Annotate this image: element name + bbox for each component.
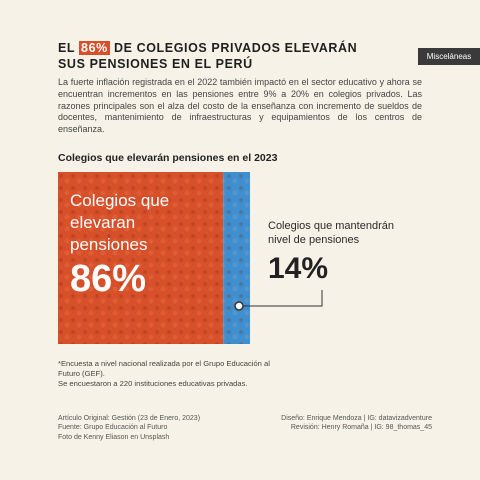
intro-paragraph: La fuerte inflación registrada en el 2022 también impactó en el sector educativo y ahora se encuentran incrementos en las pensiones entre 9% a 20% en colegios privados. Las razones principales son el alza del costo de la enseñanza con incremento de sueldos de docentes, mantenimiento de infraestructuras y equipamientos de los centros de enseñanza. — [58, 77, 422, 135]
category-tag[interactable]: Misceláneas — [418, 48, 480, 65]
survey-note: *Encuesta a nivel nacional realizada por el Grupo Educación al Futuro (GEF). Se encuestaron a 220 instituciones educativas privadas. — [58, 359, 270, 388]
label-mantendran: Colegios que mantendrán nivel de pensiones — [268, 220, 394, 246]
value-mantendran: 14% — [268, 252, 329, 285]
label-elevaran: Colegios que elevaran pensiones — [70, 191, 170, 254]
page-title: EL 86% DE COLEGIOS PRIVADOS ELEVARÁN SUS PENSIONES EN EL PERÚ — [58, 41, 358, 71]
leader-path — [240, 290, 322, 306]
bar-mantendran-texture — [223, 172, 250, 344]
footer-sources: Artículo Original: Gestión (23 de Enero, 2023) Fuente: Grupo Educación al Futuro Foto de Kenny Eliason en Unsplash — [58, 415, 201, 441]
footer-credits: Diseño: Enrique Mendoza | IG: datavizadventure Revisión: Henry Romaña | IG: 98_thomas_45 — [281, 415, 432, 432]
value-elevaran: 86% — [70, 258, 147, 300]
title-highlight: 86% — [81, 41, 108, 55]
chart-title: Colegios que elevarán pensiones en el 2023 — [58, 152, 278, 164]
